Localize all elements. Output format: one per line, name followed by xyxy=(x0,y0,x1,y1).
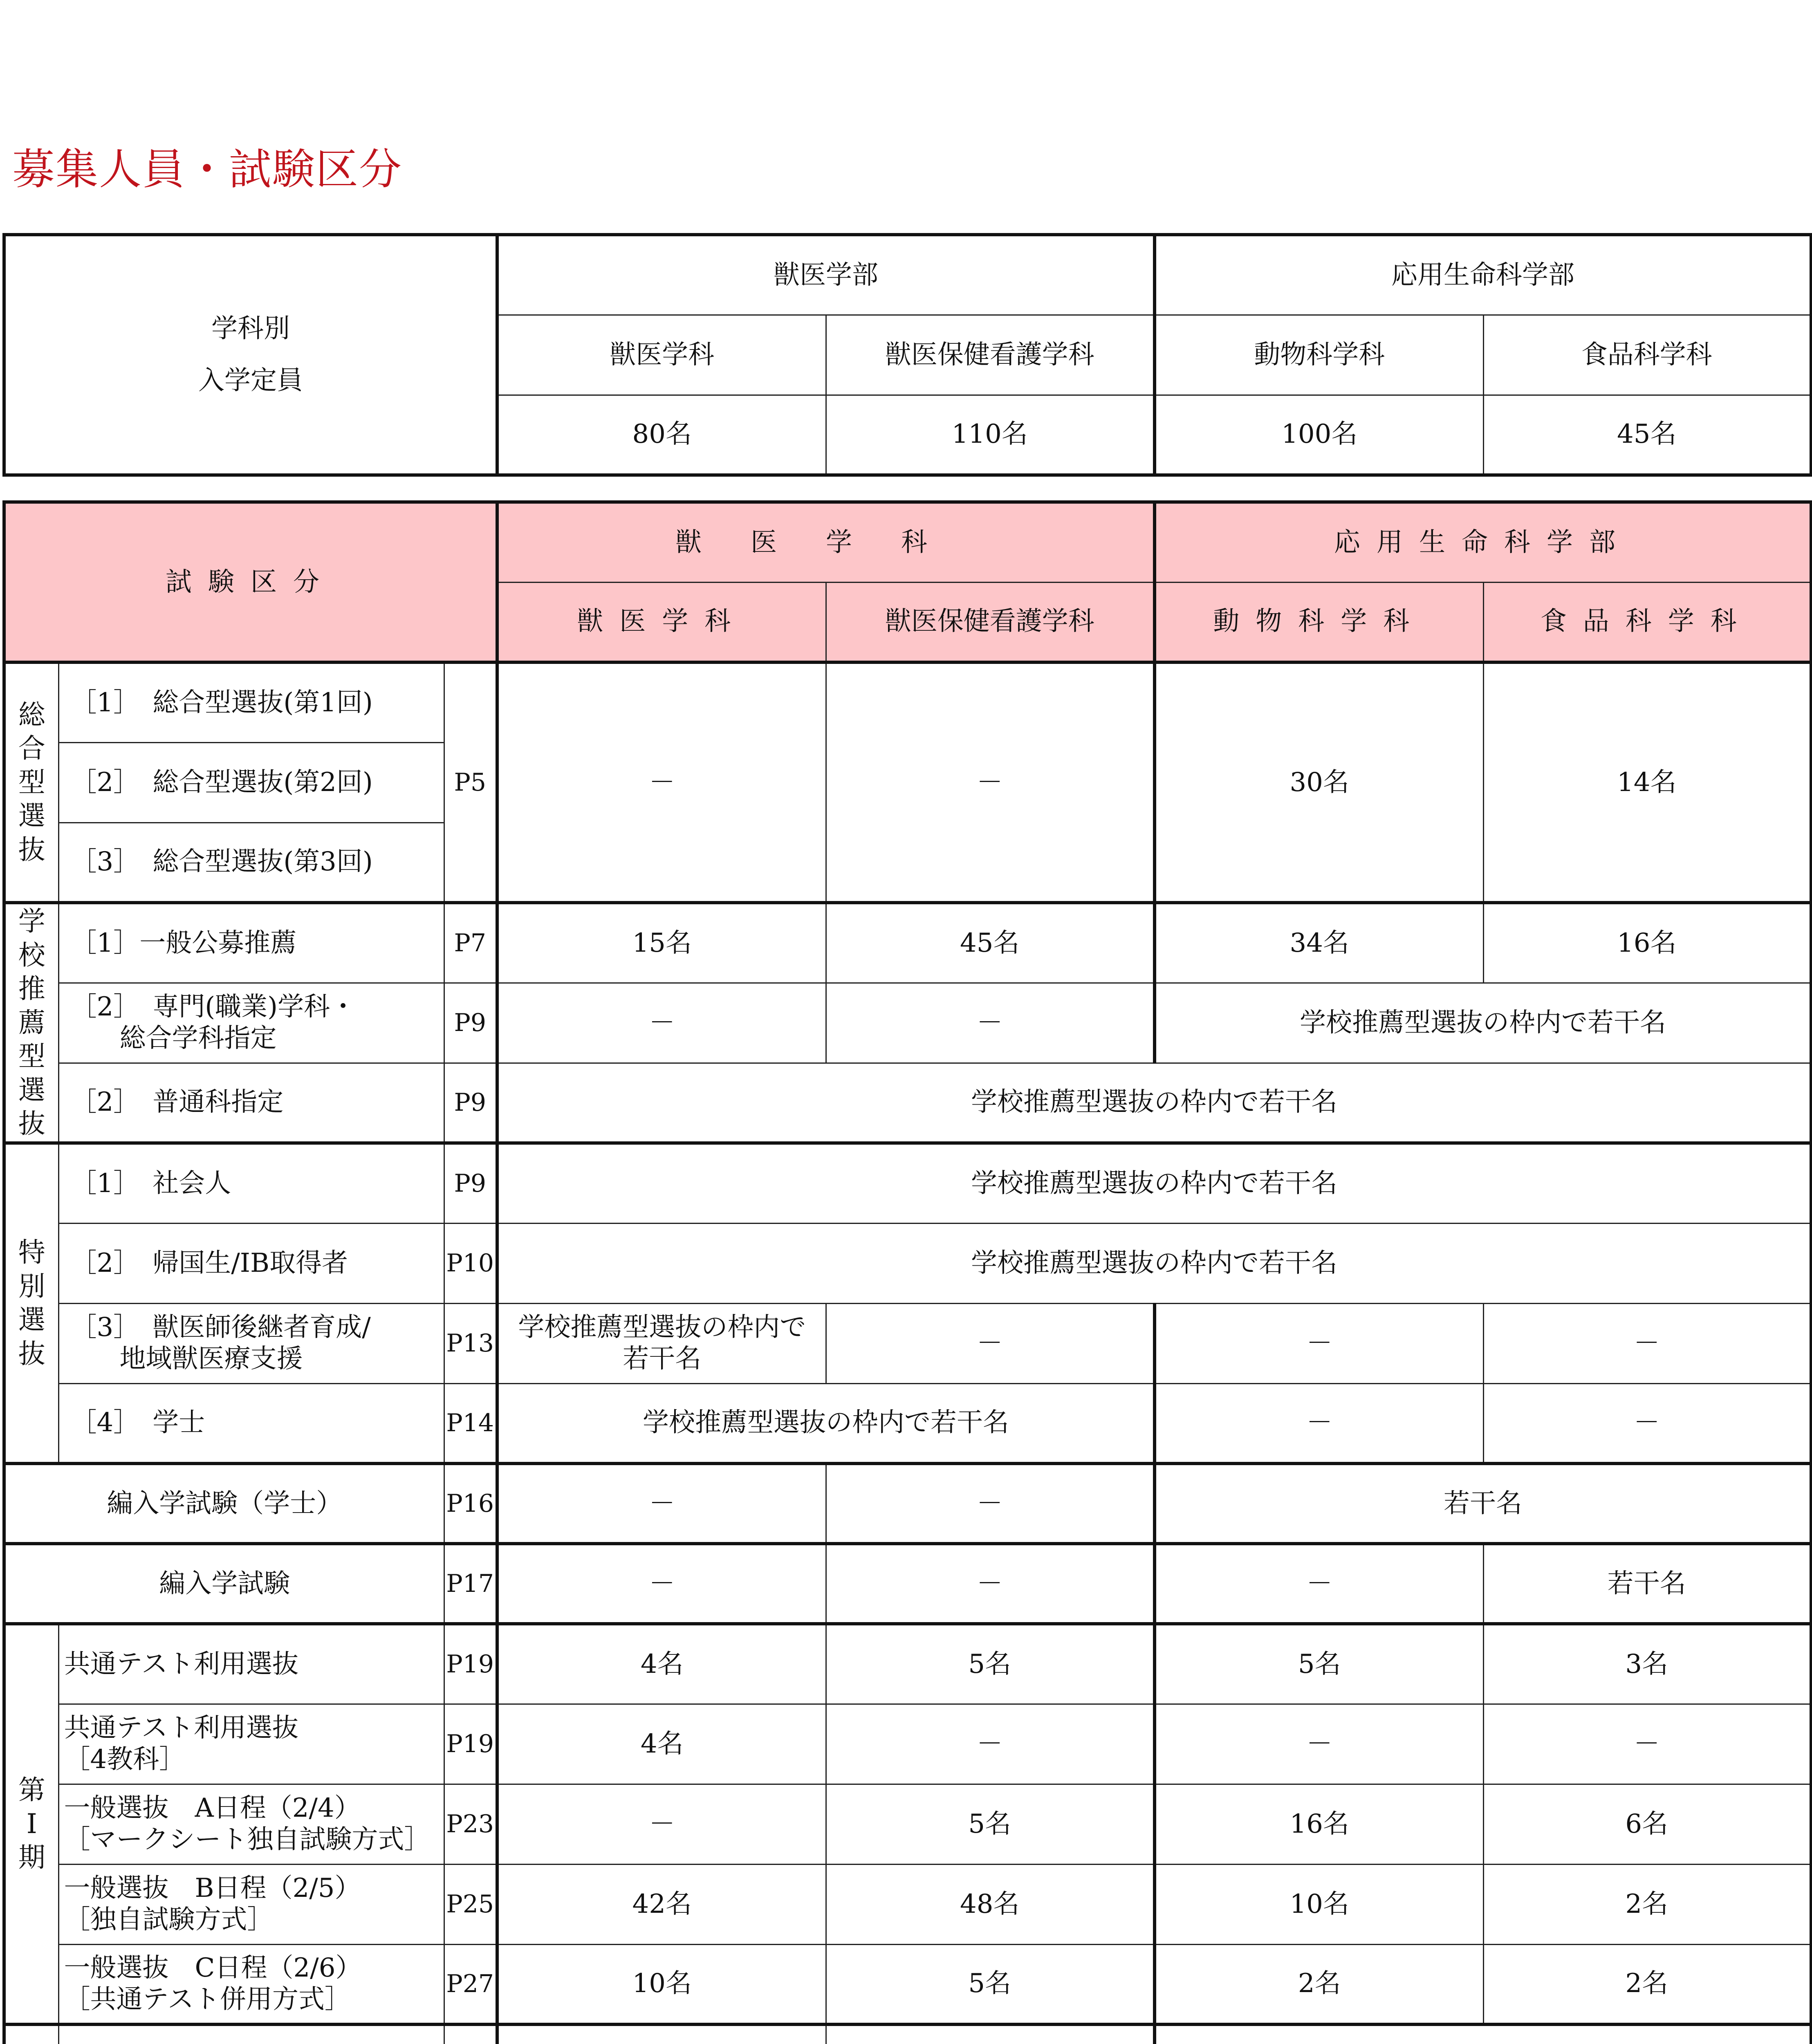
exam-row-label: 共通テスト利用選抜 ［4教科］ xyxy=(58,1704,444,1784)
cell xyxy=(1155,2024,1811,2044)
exam-row-label: 共通テスト利用選抜 xyxy=(58,1624,444,1704)
cell: － xyxy=(497,983,826,1063)
cell: 5名 xyxy=(826,1944,1155,2024)
page-ref: P9 xyxy=(444,983,497,1063)
exam-row-label: 編入学試験 xyxy=(4,1544,444,1624)
exam-dept: 食品科学科 xyxy=(1483,582,1811,662)
cell: － xyxy=(1483,1383,1811,1464)
cell: － xyxy=(826,1704,1155,1784)
cell: 10名 xyxy=(497,1944,826,2024)
cell: － xyxy=(497,662,826,903)
cell: － xyxy=(1155,1303,1483,1383)
cell: 学校推薦型選抜の枠内で若干名 xyxy=(497,1223,1811,1303)
capacity-value: 80名 xyxy=(497,395,826,475)
page-ref: P27 xyxy=(444,1944,497,2024)
cell: － xyxy=(1483,1303,1811,1383)
capacity-value: 110名 xyxy=(826,395,1155,475)
cell: 学校推薦型選抜の枠内で若干名 xyxy=(497,1383,1155,1464)
dept-vet: 獣医学科 xyxy=(497,315,826,395)
exam-row-label: ［1］ 総合型選抜(第1回) xyxy=(58,662,444,742)
capacity-value: 100名 xyxy=(1155,395,1483,475)
page-ref: P10 xyxy=(444,1223,497,1303)
cell: 48名 xyxy=(826,1864,1155,1944)
page-ref: P25 xyxy=(444,1864,497,1944)
exam-faculty-vet: 獣医学科 xyxy=(497,502,1155,582)
exam-row-label: ［3］ 獣医師後継者育成/ 地域獣医療支援 xyxy=(58,1303,444,1383)
cell: － xyxy=(826,983,1155,1063)
exam-row-label: 一般選抜 C日程（2/6） ［共通テスト併用方式］ xyxy=(58,1944,444,2024)
cell: 5名 xyxy=(1155,1624,1483,1704)
faculty-applied-life: 応用生命科学部 xyxy=(1155,235,1811,315)
cell: － xyxy=(826,662,1155,903)
dept-animal-science: 動物科学科 xyxy=(1155,315,1483,395)
cell: 4名 xyxy=(497,1704,826,1784)
cell: 14名 xyxy=(1483,662,1811,903)
exam-row-label: ［1］一般公募推薦 xyxy=(58,903,444,983)
exam-header-label: 試験区分 xyxy=(4,502,497,662)
cell: － xyxy=(826,1464,1155,1544)
exam-dept: 獣医学科 xyxy=(497,582,826,662)
page-ref xyxy=(444,2024,497,2044)
cell: 6名 xyxy=(1483,1784,1811,1864)
cell: 45名 xyxy=(826,903,1155,983)
cell xyxy=(497,2024,826,2044)
faculty-vet: 獣医学部 xyxy=(497,235,1155,315)
page-ref: P9 xyxy=(444,1063,497,1143)
cell: 2名 xyxy=(1483,1864,1811,1944)
dept-food-science: 食品科学科 xyxy=(1483,315,1811,395)
cell: 若干名 xyxy=(1155,1464,1811,1544)
capacity-value: 45名 xyxy=(1483,395,1811,475)
cell: － xyxy=(1155,1383,1483,1464)
exam-row-label xyxy=(58,2024,444,2044)
exam-row-label: 一般選抜 A日程（2/4） ［マークシート独自試験方式］ xyxy=(58,1784,444,1864)
page-ref: P5 xyxy=(444,662,497,903)
group-ki2 xyxy=(4,2024,58,2044)
exam-row-label: 編入学試験（学士） xyxy=(4,1464,444,1544)
page-title: 募集人員・試験区分 xyxy=(12,144,403,194)
page-ref: P19 xyxy=(444,1704,497,1784)
cell: 15名 xyxy=(497,903,826,983)
page-ref: P14 xyxy=(444,1383,497,1464)
cell: － xyxy=(1155,1544,1483,1624)
cell: － xyxy=(826,1544,1155,1624)
page-ref: P7 xyxy=(444,903,497,983)
page-ref: P16 xyxy=(444,1464,497,1544)
exam-dept: 獣医保健看護学科 xyxy=(826,582,1155,662)
cell: 4名 xyxy=(497,1624,826,1704)
group-suisen: 学 校 推 薦 型 選 抜 xyxy=(4,903,58,1143)
page-ref: P9 xyxy=(444,1143,497,1223)
cell: － xyxy=(826,1303,1155,1383)
cell: 10名 xyxy=(1155,1864,1483,1944)
capacity-label: 学科別 入学定員 xyxy=(4,235,497,475)
cell: 若干名 xyxy=(1483,1544,1811,1624)
group-ki1: 第 Ⅰ 期 xyxy=(4,1624,58,2024)
capacity-table xyxy=(2,233,1812,477)
dept-vet-nursing: 獣医保健看護学科 xyxy=(826,315,1155,395)
cell: 2名 xyxy=(1155,1944,1483,2024)
cell: 2名 xyxy=(1483,1944,1811,2024)
exam-row-label: 一般選抜 B日程（2/5） ［独自試験方式］ xyxy=(58,1864,444,1944)
cell: 16名 xyxy=(1155,1784,1483,1864)
group-tokubetsu: 特 別 選 抜 xyxy=(4,1143,58,1464)
cell: 42名 xyxy=(497,1864,826,1944)
cell: － xyxy=(1155,1704,1483,1784)
cell: 学校推薦型選抜の枠内で若干名 xyxy=(1155,983,1811,1063)
cell: 16名 xyxy=(1483,903,1811,983)
exam-row-label: ［2］ 普通科指定 xyxy=(58,1063,444,1143)
cell: 学校推薦型選抜の枠内で 若干名 xyxy=(497,1303,826,1383)
cell: 5名 xyxy=(826,1624,1155,1704)
cell: 34名 xyxy=(1155,903,1483,983)
exam-row-label: ［2］ 帰国生/IB取得者 xyxy=(58,1223,444,1303)
exam-dept: 動物科学科 xyxy=(1155,582,1483,662)
exam-row-label: ［2］ 専門(職業)学科・ 総合学科指定 xyxy=(58,983,444,1063)
page-ref: P13 xyxy=(444,1303,497,1383)
page-ref: P19 xyxy=(444,1624,497,1704)
exam-row-label: ［3］ 総合型選抜(第3回) xyxy=(58,823,444,903)
exam-row-label: ［1］ 社会人 xyxy=(58,1143,444,1223)
page-ref: P17 xyxy=(444,1544,497,1624)
exam-faculty-applied-life: 応用生命科学部 xyxy=(1155,502,1811,582)
cell: － xyxy=(497,1784,826,1864)
cell: － xyxy=(1483,1704,1811,1784)
cell: － xyxy=(497,1544,826,1624)
cell: － xyxy=(497,1464,826,1544)
cell: 学校推薦型選抜の枠内で若干名 xyxy=(497,1143,1811,1223)
cell: 学校推薦型選抜の枠内で若干名 xyxy=(497,1063,1811,1143)
page-ref: P23 xyxy=(444,1784,497,1864)
cell: 3名 xyxy=(1483,1624,1811,1704)
exam-row-label: ［2］ 総合型選抜(第2回) xyxy=(58,742,444,823)
cell: 30名 xyxy=(1155,662,1483,903)
exam-table xyxy=(2,500,1812,2044)
cell xyxy=(826,2024,1155,2044)
group-sougou: 総 合 型 選 抜 xyxy=(4,662,58,903)
exam-row-label: ［4］ 学士 xyxy=(58,1383,444,1464)
cell: 5名 xyxy=(826,1784,1155,1864)
